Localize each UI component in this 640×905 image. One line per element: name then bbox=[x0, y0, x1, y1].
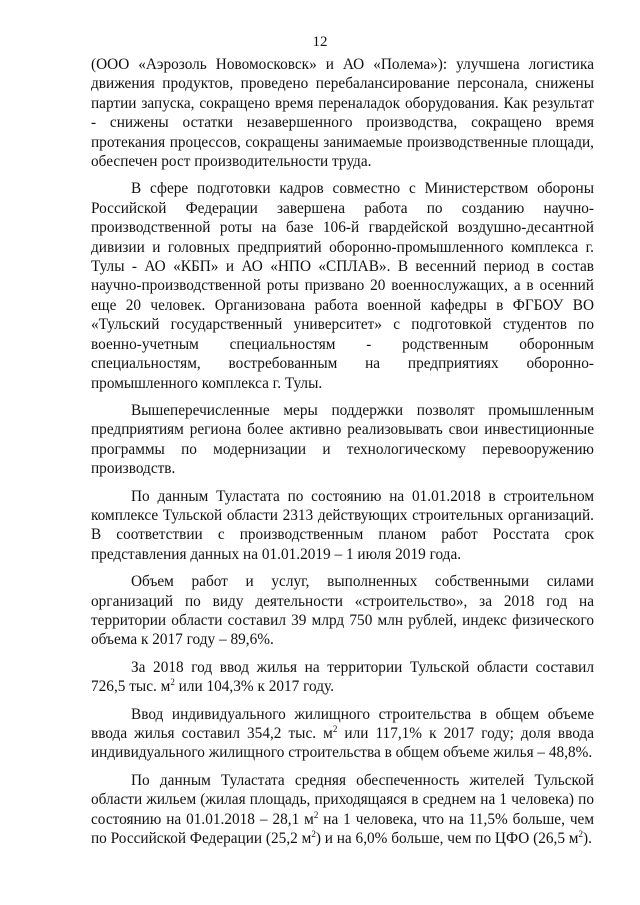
paragraph-5: Объем работ и услуг, выполненных собственными силами организаций по виду деятельности «строительство», за 2018 год на территории области составил 39 млрд 750 млн рублей, индекс физического объема к 2017 году – 89,6%. bbox=[91, 573, 594, 649]
superscript: 2 bbox=[313, 809, 319, 820]
paragraph-1: (ООО «Аэрозоль Новомосковск» и АО «Полема»): улучшена логистика движения продуктов, проведено перебалансирование персонала, снижены партии запуска, сокращено время переналадок оборудования. Как результат - снижены остатки незавершенного производства, сокращено время протекания процессов, сокращены занимаемые производственные площади, обеспечен рост производительности труда. bbox=[91, 56, 594, 171]
page-number: 12 bbox=[312, 34, 328, 50]
paragraph-3: Вышеперечисленные меры поддержки позволят промышленным предприятиям региона более активно реализовывать свои инвестиционные программы по модернизации и технологическому перевооружению производств. bbox=[91, 401, 594, 478]
paragraph-8-text-a: По данным Туластата средняя обеспеченность жителей Тульской области жильем (жилая площадь, приходящаяся в среднем на 1 человека) по состоянию на 01.01.2018 – 28,1 м bbox=[91, 771, 594, 828]
superscript: 2 bbox=[170, 677, 175, 688]
paragraph-6-text-b: или 104,3% к 2017 году. bbox=[174, 678, 334, 696]
superscript: 2 bbox=[578, 829, 583, 840]
paragraph-7-text-a: Ввод индивидуального жилищного строительства в общем объеме ввода жилья составил 354,2 тыс. м bbox=[91, 705, 594, 742]
paragraph-8 bbox=[91, 771, 594, 849]
paragraph-2: В сфере подготовки кадров совместно с Министерством обороны Российской Федерации завершена работа по созданию научно-производственной роты на базе 106-й гвардейской воздушно-десантной дивизии и головных предприятий оборонно-промышленного комплекса г. Тулы - АО «КБП» и АО «НПО «СПЛАВ». В весенний период в состав научно-производственной роты призвано 20 военнослужащих, а в осенний еще 20 человек. Организована работа военной кафедры в ФГБОУ ВО «Тульский государственный университет» с подготовкой студентов по военно-учетным специальностям - родственным оборонным специальностям, востребованным на предприятиях оборонно-промышленного комплекса г. Тулы. bbox=[91, 180, 594, 392]
paragraph-8-text-c: ) и на 6,0% больше, чем по ЦФО (26,5 м bbox=[315, 830, 579, 848]
paragraph-4: По данным Туластата по состоянию на 01.01.2018 в строительном комплексе Тульской области 2313 действующих строительных организаций. В соответствии с производственным планом работ Росстата срок представления данных на 01.01.2019 – 1 июля 2019 года. bbox=[91, 487, 594, 563]
paragraph-8-text-b: на 1 человека, что на 11,5% больше, чем по Российской Федерации (25,2 м bbox=[91, 810, 594, 848]
superscript: 2 bbox=[311, 829, 316, 840]
body-text bbox=[91, 55, 594, 856]
paragraph-8-text-d: ). bbox=[583, 830, 592, 848]
superscript: 2 bbox=[332, 724, 338, 734]
paragraph-7-text-b: или 117,1% к 2017 году; доля ввода индивидуального жилищного строительства в общем объеме жилья – 48,8%. bbox=[91, 725, 594, 762]
paragraph-6-text-a: За 2018 год ввод жилья на территории Тульской области составил 726,5 тыс. м bbox=[91, 658, 594, 696]
paragraph-6 bbox=[91, 658, 594, 697]
paragraph-7 bbox=[91, 705, 594, 763]
